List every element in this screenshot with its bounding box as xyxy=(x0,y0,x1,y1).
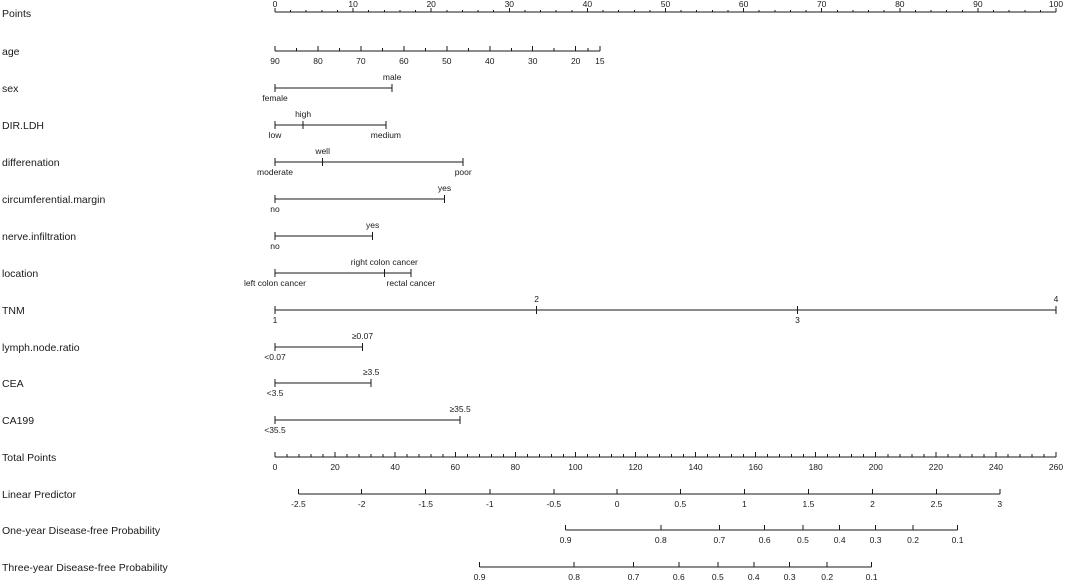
row-label-cea: CEA xyxy=(2,378,24,390)
tick-label-three-year-disease-free-probability-4: 0.5 xyxy=(711,572,724,582)
level-label-differenation-1: well xyxy=(315,146,330,156)
tick-label-total-points-5: 100 xyxy=(568,462,583,472)
tick-label-total-points-3: 60 xyxy=(450,462,460,472)
row-label-linear-predictor: Linear Predictor xyxy=(2,489,77,501)
tick-label-three-year-disease-free-probability-0: 0.9 xyxy=(473,572,486,582)
tick-label-age-8: 15 xyxy=(595,56,605,66)
tick-label-one-year-disease-free-probability-5: 0.4 xyxy=(833,535,846,545)
level-label-ca199-0: <35.5 xyxy=(264,425,286,435)
row-label-tnm: TNM xyxy=(2,305,25,317)
level-label-cea-0: <3.5 xyxy=(266,388,284,398)
tick-label-points-10: 100 xyxy=(1048,0,1064,9)
tick-label-age-2: 70 xyxy=(356,56,366,66)
tick-label-points-4: 40 xyxy=(582,0,593,9)
tick-label-age-0: 90 xyxy=(270,56,280,66)
level-label-ca199-1: ≥35.5 xyxy=(449,404,471,414)
tick-label-linear-predictor-7: 1 xyxy=(742,499,747,509)
tick-label-points-0: 0 xyxy=(272,0,278,9)
tick-label-points-5: 50 xyxy=(660,0,671,9)
level-label-tnm-2: 3 xyxy=(795,315,800,325)
tick-label-linear-predictor-9: 2 xyxy=(870,499,875,509)
tick-label-total-points-1: 20 xyxy=(330,462,340,472)
tick-label-one-year-disease-free-probability-2: 0.7 xyxy=(713,535,726,545)
tick-label-points-9: 90 xyxy=(973,0,983,9)
row-label-total-points: Total Points xyxy=(2,452,57,464)
tick-label-linear-predictor-5: 0 xyxy=(614,499,620,509)
row-label-nerve-infiltration: nerve.infiltration xyxy=(2,231,77,243)
tick-label-age-4: 50 xyxy=(442,56,452,66)
row-label-age: age xyxy=(2,46,20,58)
tick-label-one-year-disease-free-probability-0: 0.9 xyxy=(559,535,572,545)
row-label-location: location xyxy=(2,268,39,280)
row-label-three-year-disease-free-probability: Three-year Disease-free Probability xyxy=(2,562,168,574)
row-label-circumferential-margin: circumferential.margin xyxy=(2,194,106,206)
tick-label-age-5: 40 xyxy=(485,56,495,66)
level-label-location-0: left colon cancer xyxy=(244,278,306,288)
tick-label-linear-predictor-11: 3 xyxy=(997,499,1003,509)
row-label-ca199: CA199 xyxy=(2,415,35,427)
tick-label-linear-predictor-2: -1.5 xyxy=(418,499,434,509)
tick-label-one-year-disease-free-probability-1: 0.8 xyxy=(654,535,667,545)
tick-label-linear-predictor-10: 2.5 xyxy=(930,499,943,509)
tick-label-total-points-8: 160 xyxy=(748,462,763,472)
tick-label-linear-predictor-0: -2.5 xyxy=(291,499,306,509)
level-label-lymph-node-ratio-0: <0.07 xyxy=(264,352,286,362)
tick-label-one-year-disease-free-probability-4: 0.5 xyxy=(797,535,809,545)
row-label-dir-ldh: DIR.LDH xyxy=(2,120,45,132)
tick-label-age-7: 20 xyxy=(570,56,581,66)
level-label-dir-ldh-2: medium xyxy=(370,130,402,140)
tick-label-one-year-disease-free-probability-8: 0.1 xyxy=(951,535,964,545)
tick-label-total-points-7: 140 xyxy=(688,462,703,472)
level-label-sex-0: female xyxy=(262,93,288,103)
row-label-lymph-node-ratio: lymph.node.ratio xyxy=(2,342,80,354)
level-label-location-2: rectal cancer xyxy=(386,278,436,288)
level-label-dir-ldh-0: low xyxy=(268,130,282,140)
tick-label-linear-predictor-4: -0.5 xyxy=(546,499,562,509)
tick-label-linear-predictor-6: 0.5 xyxy=(674,499,687,509)
tick-label-total-points-9: 180 xyxy=(808,462,823,472)
tick-label-total-points-0: 0 xyxy=(272,462,278,472)
tick-label-total-points-6: 120 xyxy=(628,462,643,472)
level-label-nerve-infiltration-0: no xyxy=(270,241,280,251)
level-label-nerve-infiltration-1: yes xyxy=(366,220,380,230)
tick-label-points-8: 80 xyxy=(895,0,905,9)
tick-label-total-points-12: 240 xyxy=(988,462,1004,472)
tick-label-three-year-disease-free-probability-2: 0.7 xyxy=(627,572,640,582)
tick-label-points-1: 10 xyxy=(348,0,358,9)
tick-label-total-points-13: 260 xyxy=(1048,462,1064,472)
level-label-differenation-0: moderate xyxy=(257,167,293,177)
level-label-location-1: right colon cancer xyxy=(350,257,418,267)
tick-label-total-points-2: 40 xyxy=(390,462,400,472)
tick-label-points-6: 60 xyxy=(738,0,749,9)
tick-label-total-points-10: 200 xyxy=(868,462,883,472)
level-label-tnm-3: 4 xyxy=(1053,294,1059,304)
tick-label-linear-predictor-8: 1.5 xyxy=(802,499,815,509)
level-label-circumferential-margin-0: no xyxy=(270,204,280,214)
tick-label-one-year-disease-free-probability-6: 0.3 xyxy=(869,535,882,545)
level-label-cea-1: ≥3.5 xyxy=(362,367,380,377)
level-label-circumferential-margin-1: yes xyxy=(437,183,452,193)
tick-label-three-year-disease-free-probability-3: 0.6 xyxy=(672,572,685,582)
tick-label-one-year-disease-free-probability-3: 0.6 xyxy=(758,535,771,545)
tick-label-age-6: 30 xyxy=(527,56,538,66)
tick-label-total-points-4: 80 xyxy=(510,462,521,472)
tick-label-one-year-disease-free-probability-7: 0.2 xyxy=(907,535,919,545)
level-label-lymph-node-ratio-1: ≥0.07 xyxy=(351,331,374,341)
tick-label-age-3: 60 xyxy=(399,56,409,66)
tick-label-three-year-disease-free-probability-1: 0.8 xyxy=(568,572,581,582)
tick-label-three-year-disease-free-probability-6: 0.3 xyxy=(783,572,796,582)
tick-label-age-1: 80 xyxy=(313,56,323,66)
tick-label-points-7: 70 xyxy=(816,0,827,9)
row-label-points: Points xyxy=(2,8,32,20)
level-label-dir-ldh-1: high xyxy=(295,109,312,119)
level-label-tnm-0: 1 xyxy=(272,315,278,325)
level-label-tnm-1: 2 xyxy=(534,294,540,304)
row-label-sex: sex xyxy=(2,83,19,95)
row-label-differenation: differenation xyxy=(2,157,60,169)
row-label-one-year-disease-free-probability: One-year Disease-free Probability xyxy=(2,525,161,537)
level-label-differenation-2: poor xyxy=(454,167,472,177)
tick-label-three-year-disease-free-probability-5: 0.4 xyxy=(747,572,760,582)
tick-label-linear-predictor-3: -1 xyxy=(485,499,494,509)
tick-label-three-year-disease-free-probability-7: 0.2 xyxy=(821,572,834,582)
tick-label-points-2: 20 xyxy=(426,0,436,9)
level-label-sex-1: male xyxy=(382,72,402,82)
tick-label-points-3: 30 xyxy=(504,0,515,9)
tick-label-total-points-11: 220 xyxy=(928,462,943,472)
tick-label-linear-predictor-1: -2 xyxy=(357,499,366,509)
tick-label-three-year-disease-free-probability-8: 0.1 xyxy=(865,572,878,582)
